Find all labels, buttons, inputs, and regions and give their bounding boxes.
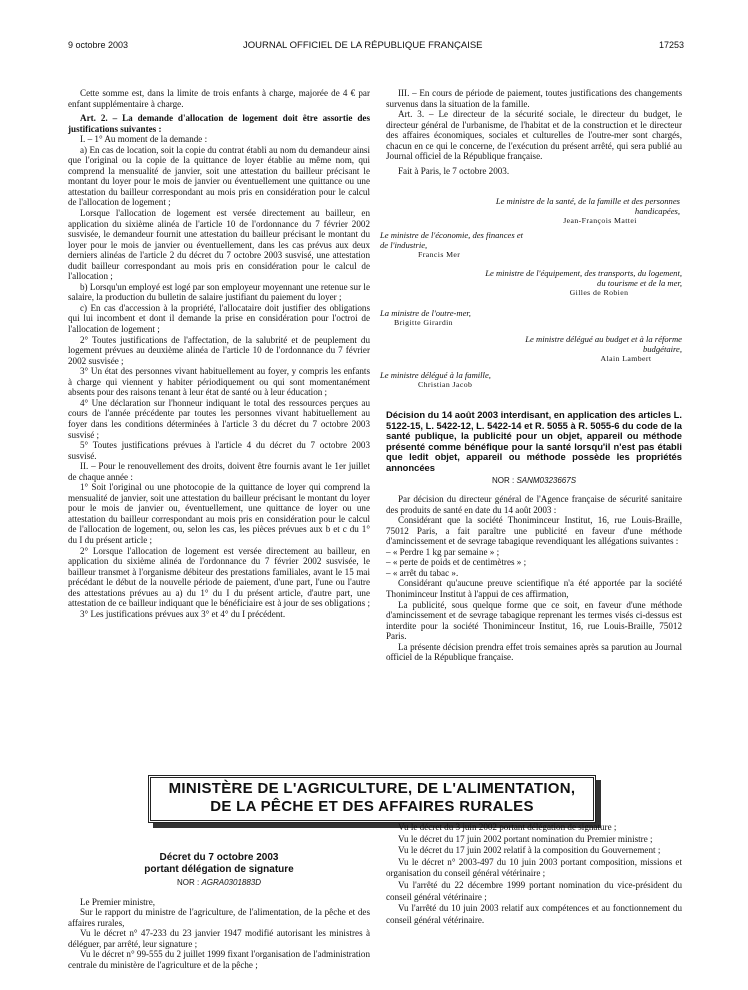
header-page-number: 17253 bbox=[658, 40, 684, 50]
list-item: – « arrêt du tabac ». bbox=[386, 567, 459, 578]
signatory-name: Jean-François Mattei bbox=[563, 216, 637, 225]
paragraph: Vu l'arrêté du 22 décembre 1999 portant nomination du vice-président du conseil général vétérinaire ; bbox=[386, 879, 682, 902]
decret-right-column bbox=[386, 822, 682, 926]
nor-value: AGRA0301883D bbox=[201, 878, 262, 887]
paragraph: La présente décision prendra effet trois semaines après sa parution au Journal officiel de la République française. bbox=[386, 641, 682, 663]
ministry-heading-box bbox=[148, 775, 596, 823]
paragraph: 3° Un état des personnes vivant habituellement au foyer, y compris les enfants à charge qui viennent y habiter périodiquement ou qui sont momentanément absents pour des raisons tenant à leur état de santé ou à leur éducation ; bbox=[68, 366, 370, 398]
ministry-heading-line: MINISTÈRE DE L'AGRICULTURE, DE L'ALIMENTATION, bbox=[168, 780, 576, 797]
nor-value: SANM0323667S bbox=[516, 475, 577, 485]
paragraph: Le Premier ministre, bbox=[80, 896, 156, 907]
paragraph: a) En cas de location, soit la copie du contrat établi au nom du demandeur ainsi que l'original ou la copie de la quittance de loyer établie au même nom, qui comprend la mensualité de janvier, soit une attestation du bailleur précisant le montant du loyer pour le mois de janvier ou éventuellement une quittance ou une attestation du bailleur correspondant au mois pris en considération pour le calcul de l'allocation de logement ; bbox=[68, 144, 370, 208]
paragraph: Vu le décret n° 47-233 du 23 janvier 1947 modifié autorisant les ministres à déléguer, par arrêté, leur signature ; bbox=[68, 928, 370, 949]
decret-title: Décret du 7 octobre 2003 bbox=[159, 852, 279, 863]
right-column-top bbox=[386, 88, 682, 176]
signatory-name: Alain Lambert bbox=[600, 354, 652, 363]
decret-subtitle: portant délégation de signature bbox=[144, 864, 294, 875]
list-item: – « Perdre 1 kg par semaine » ; bbox=[386, 546, 500, 557]
paragraph: 4° Une déclaration sur l'honneur indiquant le total des ressources perçues au cours de l'année précédente par toutes les personnes vivant habituellement au foyer dans les conditions déterminées à l'article 3 du décret du 7 octobre 2003 susvisé ; bbox=[68, 397, 370, 440]
paragraph: Sur le rapport du ministre de l'agriculture, de l'alimentation, de la pêche et des affaires rurales, bbox=[68, 907, 370, 928]
paragraph: Cette somme est, dans la limite de trois enfants à charge, majorée de 4 € par enfant supplémentaire à charge. bbox=[68, 88, 370, 109]
left-column bbox=[68, 88, 370, 619]
signatory-title: La ministre de l'outre-mer, bbox=[380, 308, 471, 318]
paragraph: La publicité, sous quelque forme que ce soit, en faveur d'une méthode d'amincissement et de sevrage tabagique reprenant les termes visés ci-dessus est interdite pour la société Thoniminceur Institut, 16, rue Louis-Braille, 75012 Paris. bbox=[386, 599, 682, 642]
article-2: Art. 2. – La demande d'allocation de logement doit être assortie des justifications suivantes : bbox=[68, 113, 370, 134]
paragraph: 2° Lorsque l'allocation de logement est versée directement au bailleur, en application du sixième alinéa de l'ordonnance du 7 février 2002 susvisée, le bailleur transmet à l'organisme débiteur des prestations familiales, avant le 15 mai précédant le début de la nouvelle période de paiement, d'une part, l'une ou l'autre des attestations prévues au a) du 1° du I du présent article, d'autre part, une attestation de ce bailleur indiquant que le bénéficiaire est à jour de ses obligations ; bbox=[68, 545, 371, 609]
paragraph: 3° Les justifications prévues aux 3° et 4° du I précédent. bbox=[80, 608, 286, 619]
paragraph: III. – En cours de période de paiement, toutes justifications des changements survenus dans la situation de la famille. bbox=[386, 88, 682, 109]
signatory-title: Le ministre de l'équipement, des transports, du logement, du tourisme et de la mer, bbox=[485, 268, 682, 288]
paragraph: Lorsque l'allocation de logement est versée directement au bailleur, en application du sixième alinéa de l'article 10 de l'ordonnance du 7 février 2002 susvisée, le demandeur fournit une attestation du bailleur précisant le montant du loyer pour le mois de janvier ou éventuellement, dans les cas prévus aux deux derniers alinéas de l'article 2 du décret du 7 octobre 2003 susvisé, une attestation dudit bailleur correspondant au mois pris en considération pour le calcul de l'allocation ; bbox=[68, 208, 370, 282]
signature-block bbox=[480, 196, 680, 226]
list-item: – « perte de poids et de centimètres » ; bbox=[386, 557, 527, 568]
decision-nor bbox=[386, 476, 682, 487]
paragraph: Par décision du directeur général de l'Agence française de sécurité sanitaire des produits de santé en date du 14 août 2003 : bbox=[386, 494, 682, 515]
page-header bbox=[68, 40, 684, 52]
decision-title: Décision du 14 août 2003 interdisant, en application des articles L. 5122-15, L. 5422-12, L. 5422-14 et R. 5055 à R. 5055-6 du code de la santé publique, la publicité pour un objet, appareil ou méthode présenté comme bénéfique pour la santé lorsqu'il n'est pas établi que ledit objet, appareil ou méthode possède les propriétés annoncées bbox=[386, 409, 682, 473]
paragraph: Considérant qu'aucune preuve scientifique n'a été apportée par la société Thoniminceur Institut à l'appui de ces affirmation, bbox=[386, 578, 682, 600]
article-3: Art. 3. – Le directeur de la sécurité sociale, le directeur du budget, le directeur général de l'urbanisme, de l'habitat et de la construction et le directeur des affaires économiques, sociales et culturelles de l'outre-mer sont chargés, chacun en ce qui le concerne, de l'exécution du présent arrêté, qui sera publié au Journal officiel de la République française. bbox=[386, 109, 682, 162]
signature-block bbox=[380, 370, 530, 390]
signatory-name: Brigitte Girardin bbox=[394, 318, 453, 327]
nor-label: NOR : bbox=[176, 878, 200, 887]
paragraph: Considérant que la société Thoniminceur Institut, 16, rue Louis-Braille, 75012 Paris, a fait paraître une publicité en faveur d'une méthode d'amincissement et de sevrage tabagique revendiquant les allégations suivantes : bbox=[386, 515, 682, 547]
signature-block bbox=[476, 268, 682, 298]
paragraph: c) En cas d'accession à la propriété, l'allocataire doit justifier des obligations qui lui incombent et dont il demande la prise en considération pour l'octroi de l'allocation de logement ; bbox=[68, 302, 370, 335]
ministry-heading-line: DE LA PÊCHE ET DES AFFAIRES RURALES bbox=[210, 798, 534, 815]
paragraph: Vu le décret du 17 juin 2002 portant nomination du Premier ministre ; bbox=[398, 833, 653, 844]
header-journal-title: JOURNAL OFFICIEL DE LA RÉPUBLIQUE FRANÇAISE bbox=[243, 40, 483, 51]
decret-left-column bbox=[68, 852, 370, 970]
paragraph: II. – Pour le renouvellement des droits, doivent être fournis avant le 1er juillet de chaque année : bbox=[68, 461, 370, 482]
signature-block bbox=[520, 334, 682, 364]
signatory-name: Christian Jacob bbox=[418, 380, 473, 389]
paragraph: I. – 1° Au moment de la demande : bbox=[80, 134, 208, 145]
decision-section bbox=[386, 410, 682, 663]
paragraph: Vu le décret n° 2003-497 du 10 juin 2003 portant composition, missions et organisation du conseil général vétérinaire ; bbox=[386, 856, 682, 879]
paragraph: 5° Toutes justifications prévues à l'article 4 du décret du 7 octobre 2003 susvisé. bbox=[68, 440, 370, 461]
paragraph: 2° Toutes justifications de l'affectation, de la salubrité et de peuplement du logement prévues au deuxième alinéa de l'article 10 de l'ordonnance du 7 février 2002 susvisée ; bbox=[68, 334, 370, 366]
signatory-title: Le ministre de l'économie, des finances et de l'industrie, bbox=[380, 230, 524, 250]
signatory-title: Le ministre de la santé, de la famille et des personnes handicapées, bbox=[495, 196, 680, 216]
signature-block bbox=[380, 230, 530, 260]
decret-nor bbox=[68, 878, 370, 889]
nor-label: NOR : bbox=[491, 475, 515, 485]
paragraph: Vu l'arrêté du 10 juin 2003 relatif aux compétences et au fonctionnement du conseil général vétérinaire. bbox=[386, 903, 682, 925]
header-date: 9 octobre 2003 bbox=[68, 40, 129, 50]
paragraph: Vu le décret n° 99-555 du 2 juillet 1999 fixant l'organisation de l'administration centrale du ministère de l'agriculture et de la pêche ; bbox=[68, 949, 370, 970]
paragraph: b) Lorsqu'un employé est logé par son employeur moyennant une retenue sur le salaire, la production du bulletin de salaire justifiant du paiement du loyer ; bbox=[68, 281, 370, 303]
signatory-name: Gilles de Robien bbox=[569, 288, 629, 297]
paragraph: Vu le décret du 17 juin 2002 relatif à la composition du Gouvernement ; bbox=[398, 845, 661, 856]
signatory-name: Francis Mer bbox=[418, 250, 461, 259]
signatory-title: Le ministre délégué à la famille, bbox=[380, 370, 491, 380]
signature-block bbox=[380, 308, 530, 328]
signatory-title: Le ministre délégué au budget et à la réforme budgétaire, bbox=[525, 334, 682, 354]
paragraph: 1° Soit l'original ou une photocopie de la quittance de loyer qui comprend la mensualité de janvier, soit une attestation du bailleur précisant le montant du loyer pour le mois de janvier ou, éventuellement, une quittance de loyer ou une attestation du bailleur correspondant au mois pris en considération pour le calcul de l'allocation de logement, ou, selon les cas, les pièces prévues aux b et c du 1° du I du présent article ; bbox=[68, 482, 370, 545]
signature-place-date: Fait à Paris, le 7 octobre 2003. bbox=[398, 165, 510, 176]
paragraph: Vu le décret du 3 juin 2002 portant délégation de signature ; bbox=[398, 822, 617, 832]
